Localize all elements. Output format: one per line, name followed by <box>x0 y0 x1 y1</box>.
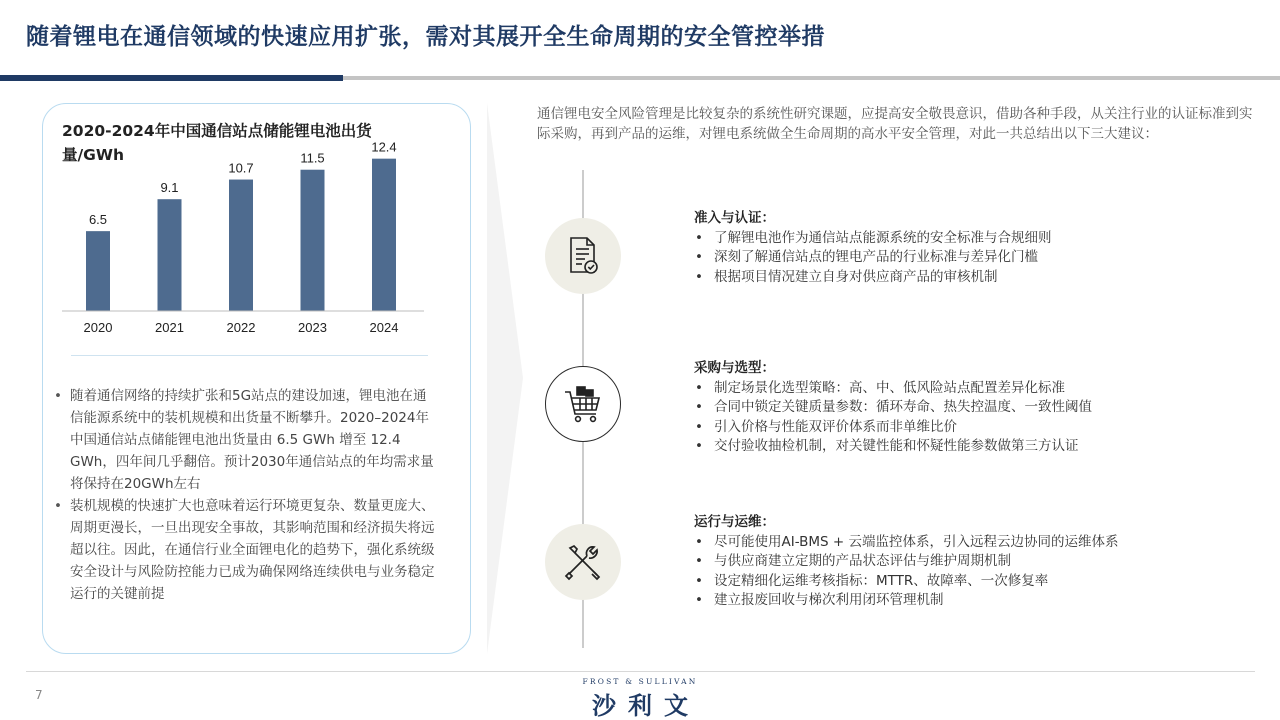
list-item: • 尽可能使用AI-BMS + 云端监控体系，引入远程云边协同的运维体系 <box>694 533 1254 552</box>
shopping-cart-icon <box>545 366 621 442</box>
certificate-document-icon <box>545 218 621 294</box>
list-item: • 设定精细化运维考核指标：MTTR、故障率、一次修复率 <box>694 572 1254 591</box>
title-underline-accent <box>0 75 343 81</box>
data-label-2023: 11.5 <box>300 150 325 166</box>
section-heading: 运行与运维： <box>694 514 775 530</box>
left-panel-text <box>52 385 437 605</box>
left-paragraph-1: • 随着通信网络的持续扩张和5G站点的建设加速，锂电池在通信能源系统中的装机规模和出货量不断攀升。2020–2024年中国通信站点储能锂电池出货量由 6.5 GWh 增至 12.4 GWh，四年间几乎翻倍。预计2030年通信站点的年均需求量将保持在20GWh左右 <box>52 385 437 495</box>
data-label-2024: 12.4 <box>371 139 397 155</box>
x-tick-label-2023: 2023 <box>298 320 327 335</box>
list-item: • 制定场景化选型策略：高、中、低风险站点配置差异化标准 <box>694 379 1254 398</box>
list-item: • 根据项目情况建立自身对供应商产品的审核机制 <box>694 268 1254 287</box>
x-tick-label-2021: 2021 <box>155 320 184 335</box>
list-item: • 引入价格与性能双评价体系而非单维比价 <box>694 418 1254 437</box>
left-paragraph-2: • 装机规模的快速扩大也意味着运行环境更复杂、数量更庞大、周期更漫长，一旦出现安全事故，其影响范围和经济损失将远超以往。因此，在通信行业全面锂电化的趋势下，强化系统级安全设计与风险防控能力已成为确保网络连续供电与业务稳定运行的关键前提 <box>52 495 437 605</box>
footer-divider <box>26 671 1255 672</box>
data-label-2022: 10.7 <box>228 160 254 176</box>
chart-title: 2020-2024年中国通信站点储能锂电池出货量/GWh <box>62 122 372 164</box>
title-underline <box>343 76 1280 80</box>
brand-logo-chinese: 沙利文 <box>592 692 700 720</box>
x-tick-label-2024: 2024 <box>369 320 399 335</box>
x-tick-label-2022: 2022 <box>226 320 256 335</box>
list-item: • 交付验收抽检机制，对关键性能和怀疑性能参数做第三方认证 <box>694 437 1254 456</box>
intro-text: 通信锂电安全风险管理是比较复杂的系统性研究课题，应提高安全敬畏意识，借助各种手段，从关注行业的认证标准到实际采购，再到产品的运维，对锂电系统做全生命周期的高水平安全管理，对此一共总结出以下三大建议： <box>537 106 1253 142</box>
data-label-2021: 9.1 <box>160 180 179 196</box>
page-title: 随着锂电在通信领域的快速应用扩张，需对其展开全生命周期的安全管控举措 <box>26 24 825 50</box>
chevron-divider-icon <box>487 103 523 654</box>
section-heading: 采购与选型： <box>694 360 775 376</box>
section-procurement-selection <box>694 359 1254 456</box>
page-number: 7 <box>35 688 43 702</box>
section-heading: 准入与认证： <box>694 210 775 226</box>
list-item: • 建立报废回收与梯次利用闭环管理机制 <box>694 591 1254 610</box>
chart-divider <box>71 355 428 356</box>
brand-logo-english: FROST & SULLIVAN <box>582 677 698 686</box>
list-item: • 与供应商建立定期的产品状态评估与维护周期机制 <box>694 552 1254 571</box>
section-access-certification <box>694 209 1254 287</box>
data-label-2020: 6.5 <box>88 212 108 228</box>
section-operation-maintenance <box>694 513 1254 610</box>
list-item: • 深刻了解通信站点的锂电产品的行业标准与差异化门槛 <box>694 248 1254 267</box>
wrench-screwdriver-icon <box>545 524 621 600</box>
list-item: • 合同中锁定关键质量参数：循环寿命、热失控温度、一致性阈值 <box>694 398 1254 417</box>
list-item: • 了解锂电池作为通信站点能源系统的安全标准与合规细则 <box>694 229 1254 248</box>
x-tick-label-2020: 2020 <box>83 320 113 335</box>
